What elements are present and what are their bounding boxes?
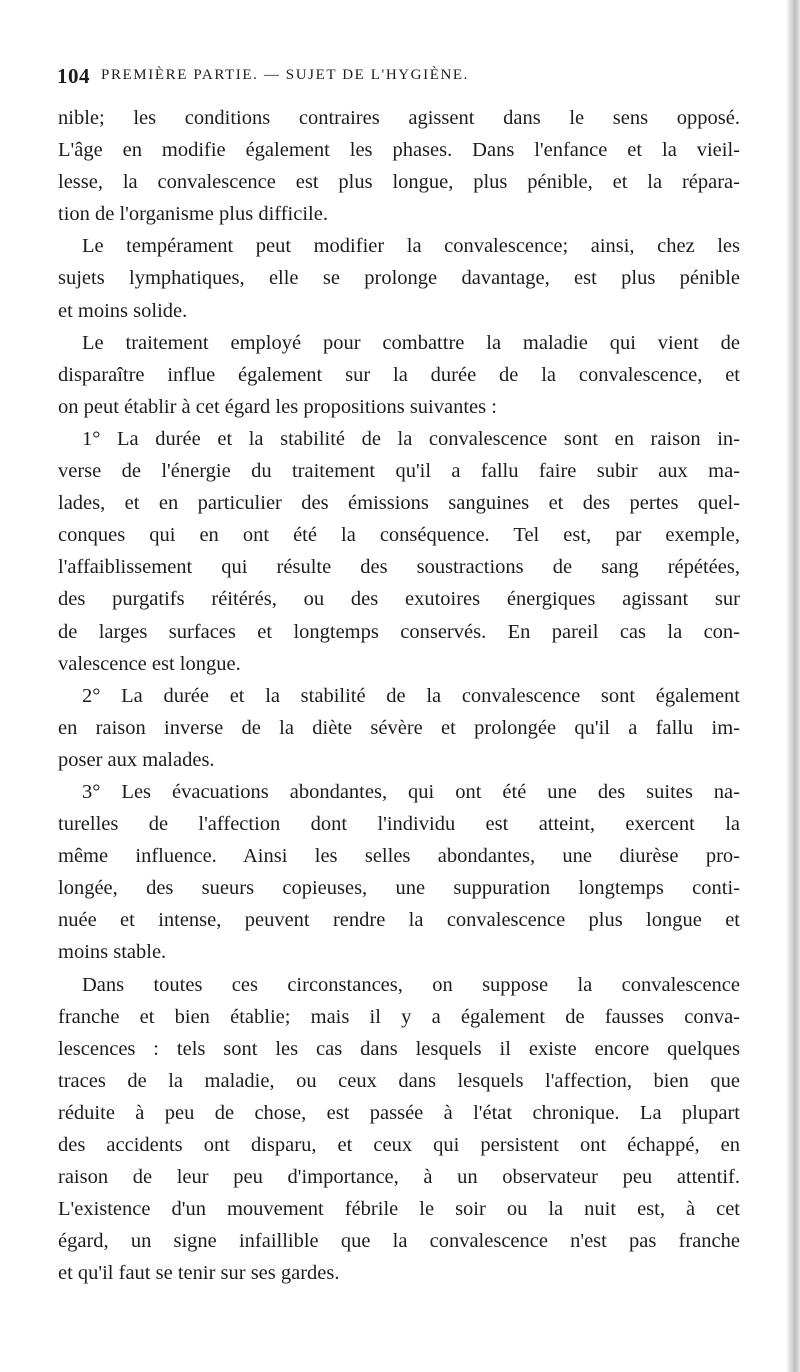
page-number: 104 — [57, 64, 90, 88]
text-line: conques qui en ont été la conséquence. Tel est, par exemple, — [58, 524, 740, 547]
text-line: lesse, la convalescence est plus longue, plus pénible, et la répara- — [58, 171, 740, 194]
text-line: nuée et intense, peuvent rendre la convalescence plus longue et — [58, 909, 740, 932]
body-text — [58, 102, 740, 1289]
text-line: Dans toutes ces circonstances, on suppose la convalescence — [82, 973, 740, 996]
text-line: nible; les conditions contraires agissent dans le sens opposé. — [58, 107, 740, 129]
text-line: Le traitement employé pour combattre la maladie qui vient de — [82, 331, 740, 354]
text-line: lescences : tels sont les cas dans lesquels il existe encore quelques — [58, 1037, 740, 1060]
text-line: sujets lymphatiques, elle se prolonge davantage, est plus pénible — [58, 267, 740, 290]
text-line: raison de leur peu d'importance, à un observateur peu attentif. — [58, 1166, 740, 1189]
running-head: PREMIÈRE PARTIE. — SUJET DE L'HYGIÈNE. — [101, 67, 470, 83]
text-line: turelles de l'affection dont l'individu est atteint, exercent la — [58, 813, 740, 836]
text-line: poser aux malades. — [58, 748, 215, 771]
text-line: égard, un signe infaillible que la convalescence n'est pas franche — [58, 1230, 740, 1253]
text-line: 1° La durée et la stabilité de la convalescence sont en raison in- — [82, 427, 740, 450]
text-line: réduite à peu de chose, est passée à l'état chronique. La plupart — [58, 1101, 740, 1124]
text-line: et moins solide. — [58, 299, 188, 322]
text-line: L'existence d'un mouvement fébrile le soir ou la nuit est, à cet — [58, 1198, 740, 1221]
text-line: 2° La durée et la stabilité de la convalescence sont également — [82, 684, 740, 707]
text-line: verse de l'énergie du traitement qu'il a fallu faire subir aux ma- — [58, 460, 740, 483]
text-line: des accidents ont disparu, et ceux qui persistent ont échappé, en — [58, 1134, 740, 1156]
text-line: même influence. Ainsi les selles abondantes, une diurèse pro- — [58, 845, 740, 868]
text-line: tion de l'organisme plus difficile. — [58, 203, 328, 226]
text-line: longée, des sueurs copieuses, une suppuration longtemps conti- — [58, 877, 740, 900]
text-line: 3° Les évacuations abondantes, qui ont été une des suites na- — [82, 780, 740, 803]
text-line: lades, et en particulier des émissions sanguines et des pertes quel- — [58, 492, 740, 515]
text-line: traces de la maladie, ou ceux dans lesquels l'affection, bien que — [58, 1069, 740, 1092]
text-line: on peut établir à cet égard les propositions suivantes : — [58, 395, 497, 418]
text-line: L'âge en modifie également les phases. Dans l'enfance et la vieil- — [58, 139, 740, 162]
text-line: moins stable. — [58, 941, 167, 964]
text-line: Le tempérament peut modifier la convalescence; ainsi, chez les — [82, 235, 740, 258]
text-line: et qu'il faut se tenir sur ses gardes. — [58, 1262, 340, 1285]
page-edge-shadow — [787, 0, 800, 1372]
page-header — [57, 64, 757, 92]
text-line: des purgatifs réitérés, ou des exutoires énergiques agissant sur — [58, 588, 740, 611]
text-line: franche et bien établie; mais il y a également de fausses conva- — [58, 1005, 740, 1028]
text-line: de larges surfaces et longtemps conservés. En pareil cas la con- — [58, 620, 740, 643]
text-line: en raison inverse de la diète sévère et prolongée qu'il a fallu im- — [58, 716, 740, 739]
text-line: l'affaiblissement qui résulte des soustractions de sang répétées, — [58, 556, 740, 579]
text-line: valescence est longue. — [58, 652, 241, 675]
text-line: disparaître influe également sur la durée de la convalescence, et — [58, 363, 740, 386]
